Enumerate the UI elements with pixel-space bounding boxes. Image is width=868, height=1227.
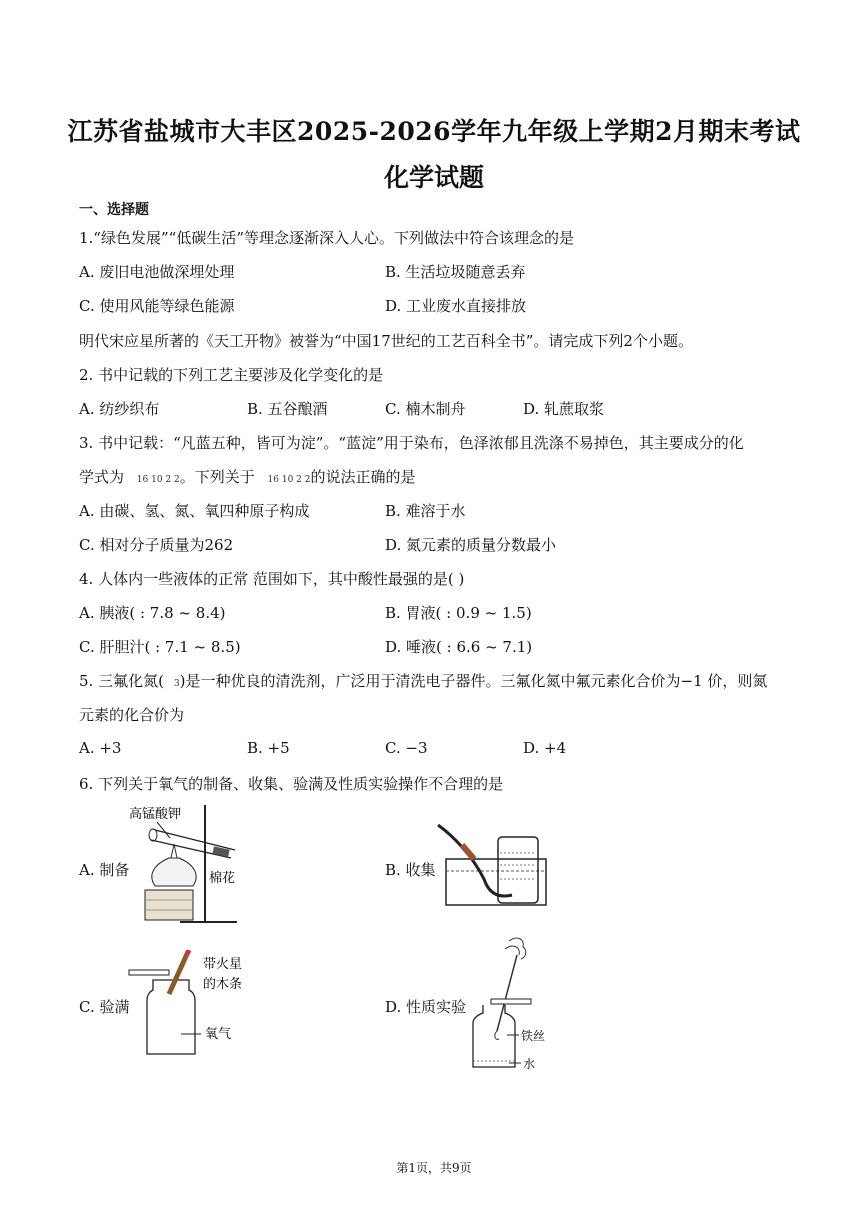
fig-c-label-glowing: 带火星 xyxy=(203,957,243,972)
q3-option-d: D. 氮元素的质量分数最小 xyxy=(385,536,557,554)
q1-option-d: D. 工业废水直接排放 xyxy=(385,297,527,315)
q4-option-d: D. 唾液( : 6.6 ~ 7.1) xyxy=(385,638,533,656)
q6-option-a-label: A. 制备 xyxy=(79,861,130,879)
q5-stem-line1 xyxy=(79,670,767,691)
q3-option-a: A. 由碳、氢、氮、氧四种原子构成 xyxy=(79,502,310,520)
fig-c-label-oxygen: 氧气 xyxy=(205,1027,232,1042)
q3-formula-2: 16 10 2 2 xyxy=(267,475,311,485)
q2-option-c: C. 楠木制舟 xyxy=(385,400,466,418)
q2-stem: 2. 书中记载的下列工艺主要涉及化学变化的是 xyxy=(79,366,384,384)
q3-formula-1: 16 10 2 2 xyxy=(136,475,180,485)
page-footer: 第1页，共9页 xyxy=(396,1161,472,1175)
section-heading: 一、选择题 xyxy=(79,202,149,218)
fig-a-label-cotton: 棉花 xyxy=(209,871,236,886)
figure-a-preparation xyxy=(125,800,250,930)
q6-option-d-label: D. 性质实验 xyxy=(385,998,467,1016)
q4-option-b: B. 胃液( : 0.9 ~ 1.5) xyxy=(385,604,532,622)
q5-stem-line2: 元素的化合价为 xyxy=(79,706,185,724)
figure-c-check-full xyxy=(125,950,250,1058)
q4-option-a: A. 胰液( : 7.8 ~ 8.4) xyxy=(79,604,226,622)
q5-option-c: C. −3 xyxy=(385,739,428,757)
q4-stem: 4. 人体内一些液体的正常 范围如下，其中酸性最强的是( ) xyxy=(79,570,465,588)
q5-stem-text-a: 5. 三氟化氮( xyxy=(79,672,164,690)
q4-option-c: C. 肝胆汁( : 7.1 ~ 8.5) xyxy=(79,638,241,656)
exam-subtitle: 化学试题 xyxy=(383,163,484,192)
fig-c-label-splint: 的木条 xyxy=(203,977,243,992)
q3-stem-text-b: 。下列关于 xyxy=(179,468,255,486)
q6-option-c-label: C. 验满 xyxy=(79,998,130,1016)
q5-option-d: D. +4 xyxy=(523,739,567,757)
q2-option-b: B. 五谷酿酒 xyxy=(247,400,328,418)
q1-option-b: B. 生活垃圾随意丢弃 xyxy=(385,263,526,281)
figure-b-collection xyxy=(432,815,550,910)
q3-stem-text-c: 的说法正确的是 xyxy=(310,468,416,486)
fig-d-label-water: 水 xyxy=(523,1057,536,1071)
exam-title: 江苏省盐城市大丰区2025-2026学年九年级上学期2月期末考试 xyxy=(67,117,801,146)
q3-option-c: C. 相对分子质量为262 xyxy=(79,536,234,554)
q6-stem: 6. 下列关于氧气的制备、收集、验满及性质实验操作不合理的是 xyxy=(79,775,504,793)
q3-stem-text-a: 学式为 xyxy=(79,468,125,486)
passage-intro: 明代宋应星所著的《天工开物》被誉为“中国17世纪的工艺百科全书”。请完成下列2个小题。 xyxy=(79,332,693,350)
q3-option-b: B. 难溶于水 xyxy=(385,502,466,520)
q5-option-b: B. +5 xyxy=(247,739,290,757)
q5-stem-sub: 3 xyxy=(173,679,180,689)
q6-option-b-label: B. 收集 xyxy=(385,861,436,879)
q2-option-a: A. 纺纱织布 xyxy=(79,400,160,418)
q1-option-c: C. 使用风能等绿色能源 xyxy=(79,297,235,315)
q1-stem: 1.“绿色发展”“低碳生活”等理念逐渐深入人心。下列做法中符合该理念的是 xyxy=(79,229,574,247)
fig-a-label-potassium-permanganate: 高锰酸钾 xyxy=(129,807,182,822)
fig-d-label-iron-wire: 铁丝 xyxy=(521,1029,546,1043)
q5-option-a: A. +3 xyxy=(79,739,122,757)
figure-d-property-test xyxy=(465,935,550,1073)
q1-option-a: A. 废旧电池做深埋处理 xyxy=(79,263,235,281)
q3-stem-line1: 3. 书中记载：“凡蓝五种，皆可为淀”。“蓝淀”用于染布，色泽浓郁且洗涤不易掉色，其主要成分的化 xyxy=(79,434,744,452)
q2-option-d: D. 轧蔗取浆 xyxy=(523,400,605,418)
q5-stem-text-b: )是一种优良的清洗剂，广泛用于清洗电子器件。三氟化氮中氟元素化合价为−1 价，则氮 xyxy=(179,672,768,690)
q3-stem-line2 xyxy=(79,466,416,487)
